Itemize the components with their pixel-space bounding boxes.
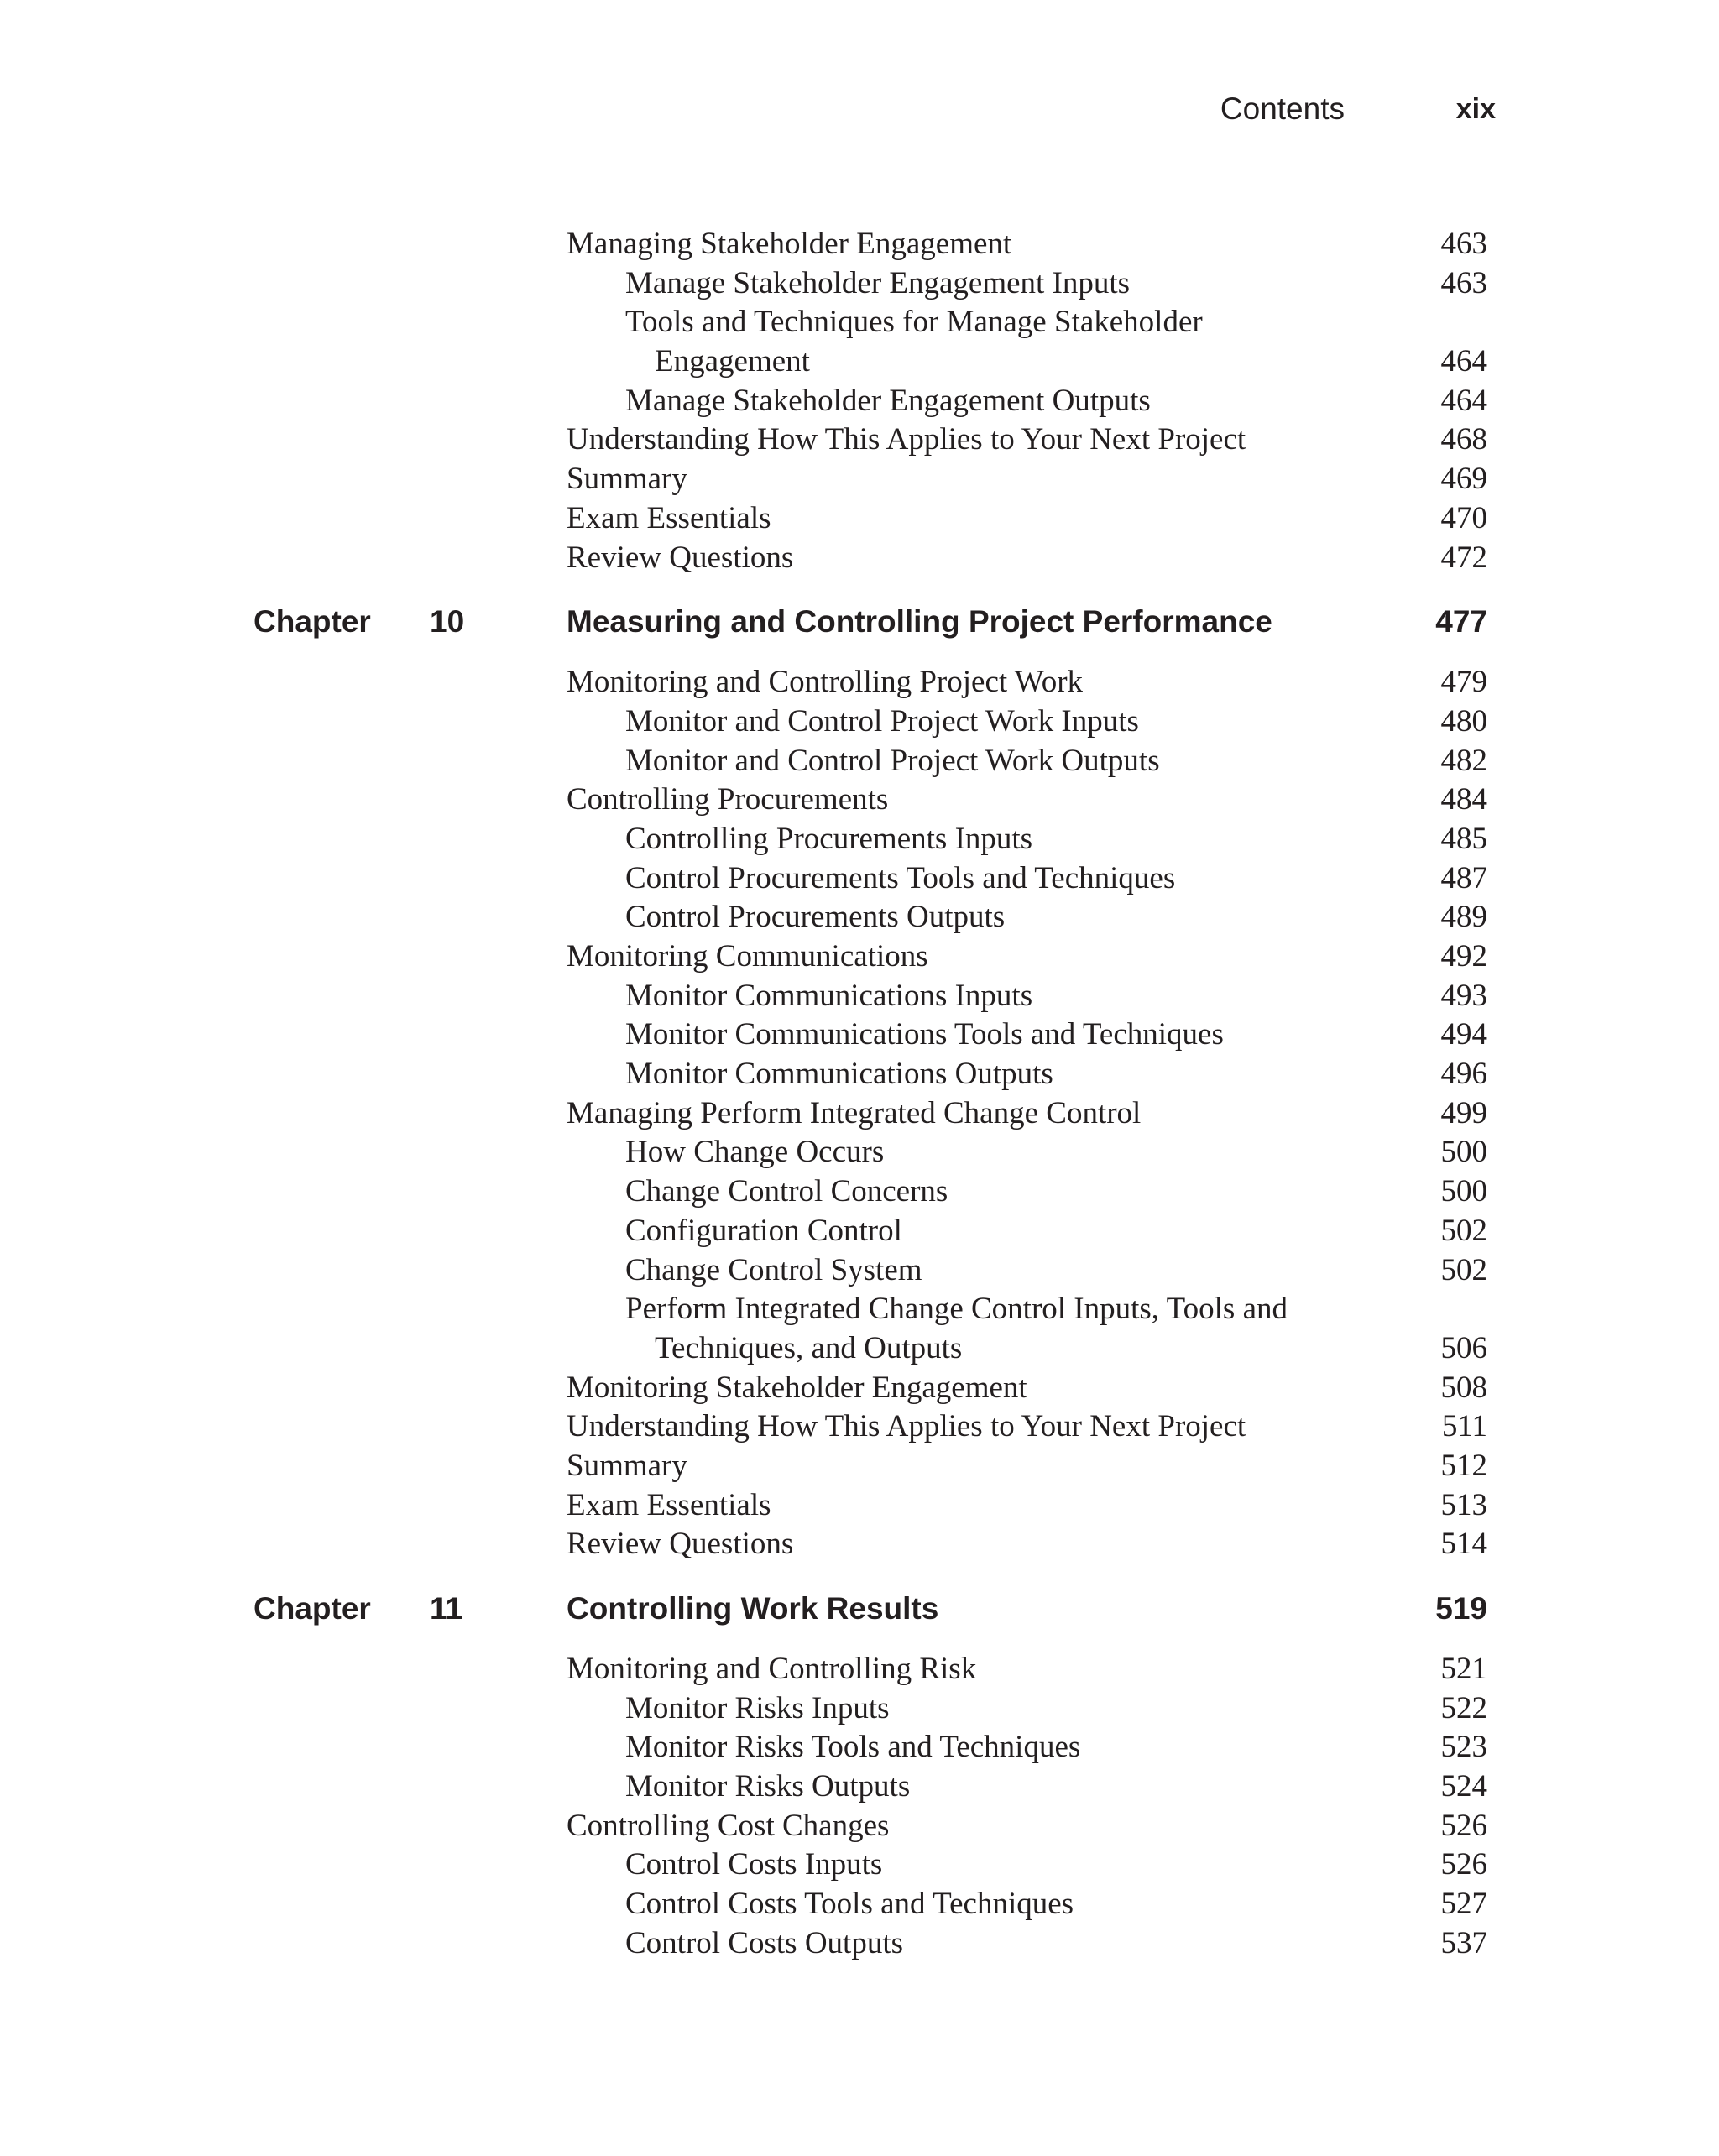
toc-entry-title: Control Procurements Tools and Techniques	[625, 860, 1176, 895]
chapter-page: 477	[1435, 604, 1487, 639]
toc-entry[interactable]	[0, 1407, 1719, 1447]
toc-entry-page: 485	[1440, 821, 1487, 856]
toc-entry-title: Monitor Communications Tools and Techniques	[625, 1017, 1224, 1052]
toc-entry[interactable]	[0, 539, 1719, 578]
toc-entry-title: Controlling Procurements Inputs	[625, 821, 1033, 856]
toc-entry[interactable]	[0, 1251, 1719, 1291]
toc-entry[interactable]	[0, 1728, 1719, 1767]
toc-entry-page: 513	[1440, 1487, 1487, 1522]
toc-entry[interactable]	[0, 382, 1719, 421]
toc-entry-page: 472	[1440, 540, 1487, 575]
toc-entry[interactable]	[0, 1885, 1719, 1924]
toc-entry-page: 521	[1440, 1652, 1487, 1686]
toc-entry-title: Change Control System	[625, 1252, 922, 1287]
toc-entry[interactable]	[0, 460, 1719, 499]
toc-entry-title: Tools and Techniques for Manage Stakeholder	[625, 305, 1203, 340]
toc-entry[interactable]	[0, 663, 1719, 702]
toc-entry-title: Monitor Risks Outputs	[625, 1769, 911, 1804]
toc-entry-title: Managing Perform Integrated Change Control	[567, 1095, 1142, 1130]
toc-entry[interactable]	[0, 898, 1719, 937]
toc-entry[interactable]	[0, 1015, 1719, 1055]
toc-entry-title: Control Costs Tools and Techniques	[625, 1887, 1074, 1922]
toc-entry[interactable]	[0, 1767, 1719, 1807]
table-of-contents	[0, 225, 1719, 1964]
toc-entry-title: Configuration Control	[625, 1213, 902, 1248]
toc-entry-title: Monitoring and Controlling Risk	[567, 1652, 977, 1686]
toc-entry[interactable]	[0, 303, 1719, 342]
running-head	[0, 87, 1719, 138]
toc-entry-page: 480	[1440, 703, 1487, 739]
toc-entry[interactable]	[0, 937, 1719, 977]
toc-entry-page: 470	[1440, 500, 1487, 535]
toc-entry-page: 493	[1440, 978, 1487, 1013]
toc-entry-title: Monitor and Control Project Work Inputs	[625, 703, 1139, 739]
toc-entry-title: Monitor Communications Inputs	[625, 978, 1033, 1013]
toc-entry-title: Monitor and Control Project Work Outputs	[625, 743, 1160, 778]
toc-entry-title: Controlling Procurements	[567, 782, 889, 817]
toc-entry[interactable]	[0, 780, 1719, 820]
toc-entry[interactable]	[0, 1486, 1719, 1526]
toc-entry-page: 464	[1440, 344, 1487, 379]
chapter-label: Chapter	[253, 1591, 371, 1626]
toc-entry-page: 484	[1440, 782, 1487, 817]
toc-entry-page: 537	[1440, 1925, 1487, 1960]
toc-entry-title: Understanding How This Applies to Your Next Project	[567, 1409, 1246, 1444]
toc-entry-page: 496	[1440, 1057, 1487, 1092]
toc-entry-title: Controlling Cost Changes	[567, 1808, 890, 1843]
toc-entry-page: 489	[1440, 900, 1487, 935]
toc-entry[interactable]	[0, 1807, 1719, 1846]
toc-entry-continuation[interactable]	[0, 1329, 1719, 1369]
toc-entry-page: 482	[1440, 743, 1487, 778]
toc-entry[interactable]	[0, 977, 1719, 1016]
toc-entry-continuation[interactable]	[0, 342, 1719, 382]
toc-entry[interactable]	[0, 1689, 1719, 1729]
toc-entry-page: 502	[1440, 1252, 1487, 1287]
toc-entry-page: 492	[1440, 939, 1487, 974]
toc-entry[interactable]	[0, 225, 1719, 264]
toc-entry-page: 500	[1440, 1174, 1487, 1209]
toc-entry-page: 463	[1440, 265, 1487, 300]
toc-entry-title: Monitoring Communications	[567, 939, 928, 974]
chapter-title: Controlling Work Results	[567, 1591, 939, 1626]
toc-entry-page: 468	[1440, 422, 1487, 457]
chapter-heading[interactable]	[0, 1581, 1719, 1637]
toc-entry[interactable]	[0, 702, 1719, 742]
toc-entry-title: Control Procurements Outputs	[625, 900, 1006, 935]
toc-entry-page: 514	[1440, 1527, 1487, 1562]
toc-entry-title: Exam Essentials	[567, 1487, 771, 1522]
toc-entry-title: Perform Integrated Change Control Inputs, Tools and	[625, 1292, 1288, 1327]
toc-entry[interactable]	[0, 1447, 1719, 1486]
toc-entry-page: 487	[1440, 860, 1487, 895]
toc-entry-page: 511	[1441, 1409, 1487, 1444]
toc-entry-title: Change Control Concerns	[625, 1174, 948, 1209]
toc-entry[interactable]	[0, 820, 1719, 859]
toc-entry-title: Monitor Communications Outputs	[625, 1057, 1053, 1092]
toc-entry[interactable]	[0, 1650, 1719, 1689]
chapter-title: Measuring and Controlling Project Performance	[567, 604, 1272, 639]
toc-entry[interactable]	[0, 1924, 1719, 1964]
toc-entry[interactable]	[0, 859, 1719, 899]
chapter-heading[interactable]	[0, 594, 1719, 650]
toc-entry-title: Manage Stakeholder Engagement Outputs	[625, 383, 1151, 418]
chapter-number: 10	[430, 604, 465, 639]
running-head-page-number: xix	[1455, 93, 1496, 125]
toc-entry-title: Review Questions	[567, 540, 794, 575]
toc-entry[interactable]	[0, 1055, 1719, 1094]
toc-entry-page: 526	[1440, 1847, 1487, 1882]
chapter-page: 519	[1435, 1591, 1487, 1626]
running-head-title: Contents	[1220, 91, 1345, 126]
toc-entry-title: Exam Essentials	[567, 500, 771, 535]
toc-entry-title: Manage Stakeholder Engagement Inputs	[625, 265, 1131, 300]
toc-entry-page: 463	[1440, 227, 1487, 261]
toc-entry[interactable]	[0, 1525, 1719, 1564]
toc-entry-title: Control Costs Outputs	[625, 1925, 903, 1960]
toc-entry-page: 494	[1440, 1017, 1487, 1052]
toc-entry-title: Monitoring Stakeholder Engagement	[567, 1370, 1027, 1405]
toc-entry-title: Monitoring and Controlling Project Work	[567, 665, 1084, 700]
toc-entry[interactable]	[0, 499, 1719, 539]
toc-entry[interactable]	[0, 1094, 1719, 1134]
chapter-label: Chapter	[253, 604, 371, 639]
toc-entry-title: Monitor Risks Tools and Techniques	[625, 1730, 1081, 1765]
toc-entry[interactable]	[0, 1369, 1719, 1408]
toc-entry-page: 524	[1440, 1769, 1487, 1804]
toc-entry[interactable]	[0, 1845, 1719, 1885]
toc-entry[interactable]	[0, 1290, 1719, 1329]
toc-entry-title: Control Costs Inputs	[625, 1847, 883, 1882]
toc-entry-page: 512	[1440, 1448, 1487, 1483]
toc-entry-title: Summary	[567, 462, 687, 497]
toc-entry-page: 523	[1440, 1730, 1487, 1765]
toc-entry-page: 479	[1440, 665, 1487, 700]
toc-entry-page: 499	[1440, 1095, 1487, 1130]
toc-entry[interactable]	[0, 742, 1719, 781]
toc-entry-title: How Change Occurs	[625, 1135, 885, 1170]
toc-entry-page: 527	[1440, 1887, 1487, 1922]
toc-entry-page: 508	[1440, 1370, 1487, 1405]
toc-entry-title: Summary	[567, 1448, 687, 1483]
chapter-number: 11	[430, 1591, 463, 1626]
toc-entry-title: Engagement	[655, 344, 810, 379]
toc-entry-page: 506	[1440, 1330, 1487, 1365]
toc-entry[interactable]	[0, 1172, 1719, 1212]
toc-entry-page: 526	[1440, 1808, 1487, 1843]
toc-entry-page: 500	[1440, 1135, 1487, 1170]
toc-entry-page: 522	[1440, 1690, 1487, 1725]
toc-entry-page: 502	[1440, 1213, 1487, 1248]
toc-entry-page: 469	[1440, 462, 1487, 497]
toc-entry[interactable]	[0, 420, 1719, 460]
toc-entry[interactable]	[0, 264, 1719, 304]
toc-entry-page: 464	[1440, 383, 1487, 418]
toc-entry-title: Managing Stakeholder Engagement	[567, 227, 1012, 261]
toc-entry-title: Monitor Risks Inputs	[625, 1690, 890, 1725]
toc-entry[interactable]	[0, 1133, 1719, 1172]
toc-entry-title: Techniques, and Outputs	[655, 1330, 963, 1365]
toc-entry[interactable]	[0, 1212, 1719, 1251]
toc-entry-title: Understanding How This Applies to Your Next Project	[567, 422, 1246, 457]
toc-entry-title: Review Questions	[567, 1527, 794, 1562]
